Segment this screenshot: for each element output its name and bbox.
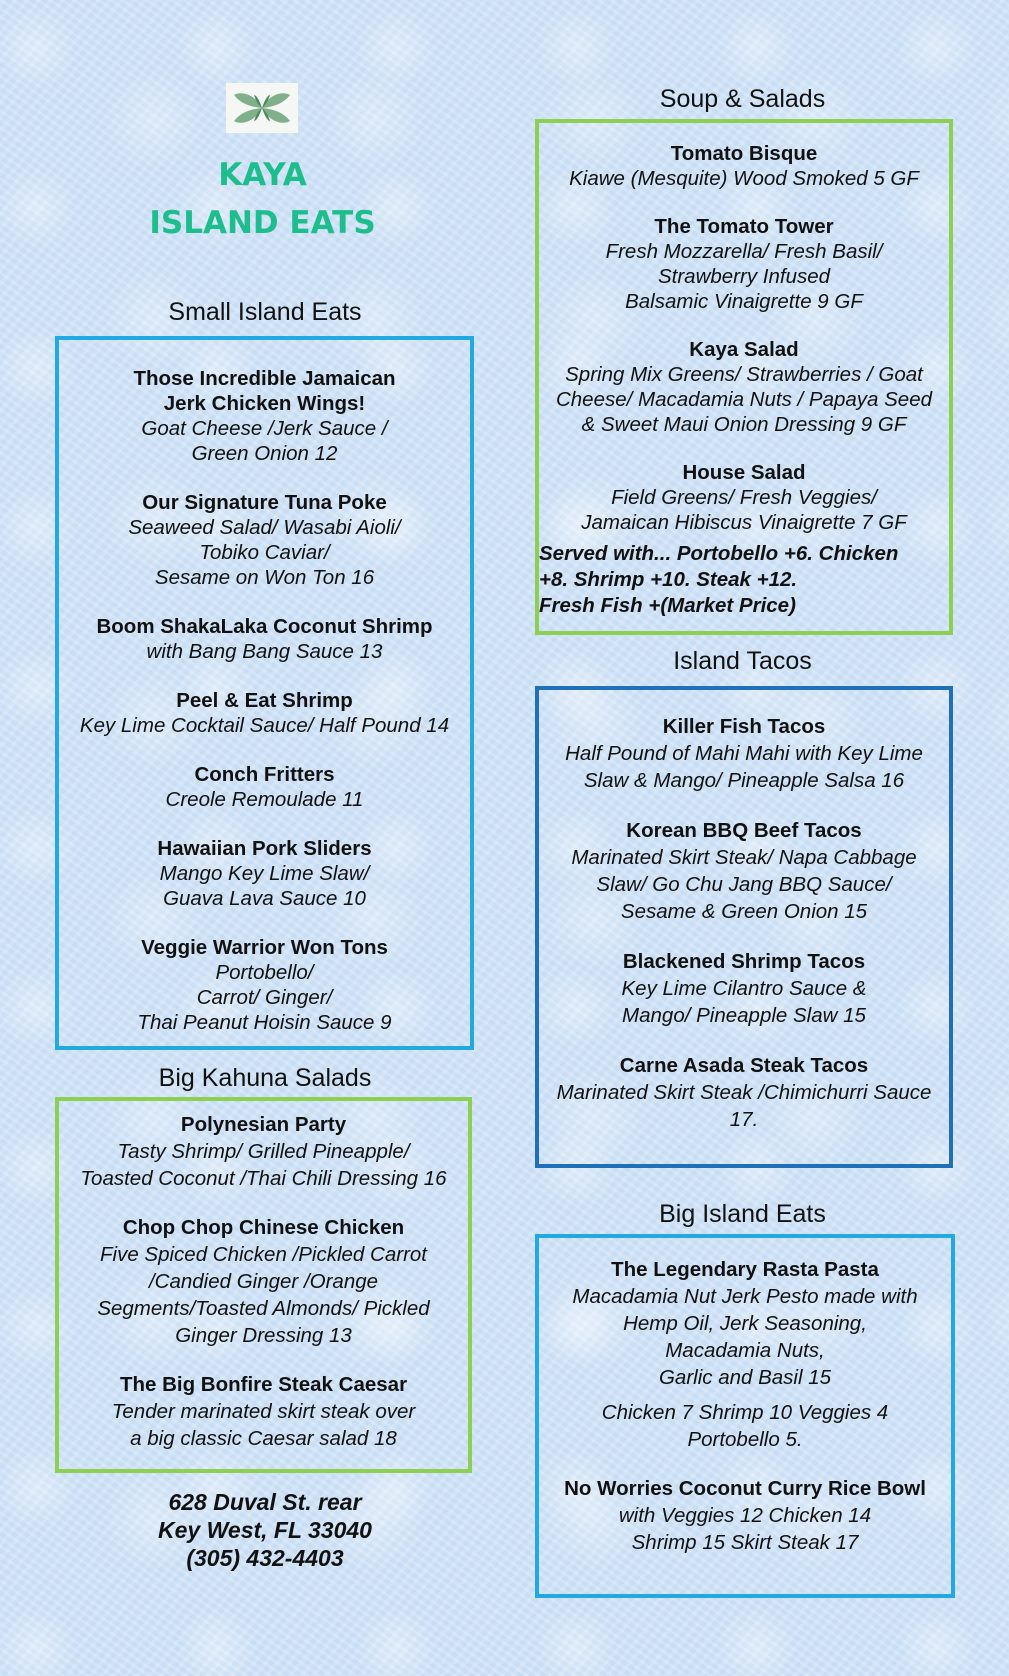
soup-salads-title: Soup & Salads (659, 85, 826, 113)
menu-item (539, 948, 949, 1029)
menu-item-name: Killer Fish Tacos (662, 715, 826, 738)
menu-item (59, 1371, 468, 1452)
menu-item-description: Thai Peanut Hoisin Sauce 9 (137, 1011, 392, 1034)
menu-item (59, 366, 470, 466)
small-island-eats-title: Small Island Eats (168, 298, 362, 326)
menu-item-description: Carrot/ Ginger/ (196, 986, 333, 1009)
butterfly-leaf-logo-icon (226, 83, 298, 133)
menu-item-description: Fresh Mozzarella/ Fresh Basil/ (605, 240, 883, 263)
menu-item-description: Tobiko Caviar/ (199, 541, 330, 564)
brand-name-line1: KAYA (218, 157, 307, 193)
menu-item-description: Toasted Coconut /Thai Chili Dressing 16 (80, 1167, 447, 1190)
menu-item-description: Garlic and Basil 15 (658, 1366, 832, 1389)
menu-item-description: Sesame on Won Ton 16 (154, 566, 375, 589)
menu-item-name: House Salad (682, 461, 806, 484)
brand-name-line2: ISLAND EATS (149, 205, 376, 241)
small-island-eats-box (55, 336, 474, 1050)
menu-item-description: Mango/ Pineapple Slaw 15 (622, 1004, 866, 1027)
menu-item-name: No Worries Coconut Curry Rice Bowl (564, 1477, 926, 1500)
menu-item-description: Tasty Shrimp/ Grilled Pineapple/ (117, 1140, 410, 1163)
menu-item-description: & Sweet Maui Onion Dressing 9 GF (581, 413, 907, 436)
menu-item (59, 614, 470, 664)
menu-item-name: Veggie Warrior Won Tons (141, 936, 388, 959)
served-with-line: +8. Shrimp +10. Steak +12. (539, 568, 798, 591)
menu-item-name: The Tomato Tower (654, 215, 834, 238)
menu-item-description: Half Pound of Mahi Mahi with Key Lime (565, 742, 923, 765)
menu-item-description: Ginger Dressing 13 (175, 1324, 352, 1347)
menu-item-name: Chop Chop Chinese Chicken (122, 1216, 405, 1239)
menu-item (59, 688, 470, 738)
menu-item-name: Kaya Salad (689, 338, 799, 361)
menu-item-description: Macadamia Nut Jerk Pesto made with (572, 1285, 918, 1308)
menu-item (539, 713, 949, 794)
address-phone: (305) 432-4403 (186, 1545, 344, 1571)
menu-item-description: Hemp Oil, Jerk Seasoning, (623, 1312, 867, 1335)
menu-item (59, 836, 470, 911)
menu-item-description: Spring Mix Greens/ Strawberries / Goat (565, 363, 923, 386)
menu-item-name: The Big Bonfire Steak Caesar (119, 1373, 408, 1396)
menu-item (539, 337, 949, 437)
menu-item-name: The Legendary Rasta Pasta (611, 1258, 879, 1281)
menu-item (539, 1399, 951, 1453)
menu-item-description: Jamaican Hibiscus Vinaigrette 7 GF (581, 511, 907, 534)
menu-item-name: Peel & Eat Shrimp (176, 689, 353, 712)
menu-item-description: Kiawe (Mesquite) Wood Smoked 5 GF (569, 167, 919, 190)
menu-item-description: Seaweed Salad/ Wasabi Aioli/ (128, 516, 401, 539)
big-island-eats-box (535, 1234, 955, 1598)
menu-item-description: Key Lime Cilantro Sauce & (621, 977, 867, 1000)
big-island-eats-title: Big Island Eats (659, 1200, 826, 1228)
menu-item-description: Tender marinated skirt steak over (111, 1400, 416, 1423)
menu-item-description: Chicken 7 Shrimp 10 Veggies 4 (601, 1401, 889, 1424)
menu-item (59, 1214, 468, 1349)
menu-item-name: Polynesian Party (180, 1113, 347, 1136)
menu-item-name: Boom ShakaLaka Coconut Shrimp (96, 615, 433, 638)
island-tacos-box (535, 686, 953, 1168)
menu-item-description: Mango Key Lime Slaw/ (159, 862, 370, 885)
menu-item-description: Sesame & Green Onion 15 (620, 900, 868, 923)
menu-item (539, 1052, 949, 1133)
served-with-addons (539, 541, 949, 619)
menu-item-name: Those Incredible Jamaican (133, 367, 396, 390)
address-city: Key West, FL 33040 (158, 1517, 372, 1543)
menu-item-name: Our Signature Tuna Poke (142, 491, 387, 514)
menu-item-description: a big classic Caesar salad 18 (130, 1427, 397, 1450)
menu-item (59, 490, 470, 590)
menu-item (539, 460, 949, 535)
island-tacos-title: Island Tacos (673, 647, 812, 675)
brand-logo (226, 83, 298, 133)
menu-item (539, 141, 949, 191)
menu-item (59, 1111, 468, 1192)
menu-item-description: Balsamic Vinaigrette 9 GF (625, 290, 863, 313)
menu-item (539, 817, 949, 925)
menu-item-name: Jerk Chicken Wings! (163, 392, 366, 415)
menu-item (59, 762, 470, 812)
menu-item-description: Cheese/ Macadamia Nuts / Papaya Seed (555, 388, 933, 411)
menu-item-name: Hawaiian Pork Sliders (157, 837, 372, 860)
menu-item-name: Conch Fritters (194, 763, 335, 786)
address-street: 628 Duval St. rear (168, 1489, 362, 1515)
menu-item (59, 935, 470, 1035)
menu-item-description: with Bang Bang Sauce 13 (146, 640, 383, 663)
menu-item (539, 1475, 951, 1556)
menu-item-description: Creole Remoulade 11 (165, 788, 364, 811)
menu-item (539, 1256, 951, 1391)
menu-item-description: with Veggies 12 Chicken 14 (618, 1504, 872, 1527)
menu-item (539, 214, 949, 314)
menu-item-description: Slaw/ Go Chu Jang BBQ Sauce/ (596, 873, 892, 896)
menu-item-description: Slaw & Mango/ Pineapple Salsa 16 (583, 769, 905, 792)
served-with-line: Fresh Fish +(Market Price) (539, 594, 796, 617)
soup-salads-box (535, 119, 953, 635)
menu-item-description: Guava Lava Sauce 10 (163, 887, 366, 910)
menu-item-description: Segments/Toasted Almonds/ Pickled (97, 1297, 430, 1320)
menu-item-description: Shrimp 15 Skirt Steak 17 (631, 1531, 859, 1554)
menu-item-name: Blackened Shrimp Tacos (622, 950, 866, 973)
menu-item-description: Green Onion 12 (191, 442, 338, 465)
address-block (55, 1488, 475, 1572)
menu-item-description: Strawberry Infused (657, 265, 831, 288)
menu-item-description: Key Lime Cocktail Sauce/ Half Pound 14 (79, 714, 450, 737)
menu-item-name: Carne Asada Steak Tacos (619, 1054, 869, 1077)
menu-item-description: Macadamia Nuts, (665, 1339, 825, 1362)
menu-item-description: Portobello 5. (687, 1428, 803, 1451)
menu-item-description: Portobello/ (215, 961, 314, 984)
menu-item-description: Field Greens/ Fresh Veggies/ (611, 486, 877, 509)
menu-item-description: Marinated Skirt Steak/ Napa Cabbage (571, 846, 917, 869)
menu-item-description: Goat Cheese /Jerk Sauce / (141, 417, 388, 440)
menu-item-name: Tomato Bisque (670, 142, 818, 165)
menu-item-description: 17. (729, 1108, 759, 1131)
big-kahuna-salads-title: Big Kahuna Salads (158, 1064, 372, 1092)
served-with-line: Served with... Portobello +6. Chicken (539, 542, 899, 565)
big-kahuna-salads-box (55, 1097, 472, 1473)
menu-item-description: Five Spiced Chicken /Pickled Carrot (100, 1243, 427, 1266)
menu-item-name: Korean BBQ Beef Tacos (626, 819, 862, 842)
menu-item-description: /Candied Ginger /Orange (148, 1270, 379, 1293)
menu-item-description: Marinated Skirt Steak /Chimichurri Sauce (556, 1081, 932, 1104)
